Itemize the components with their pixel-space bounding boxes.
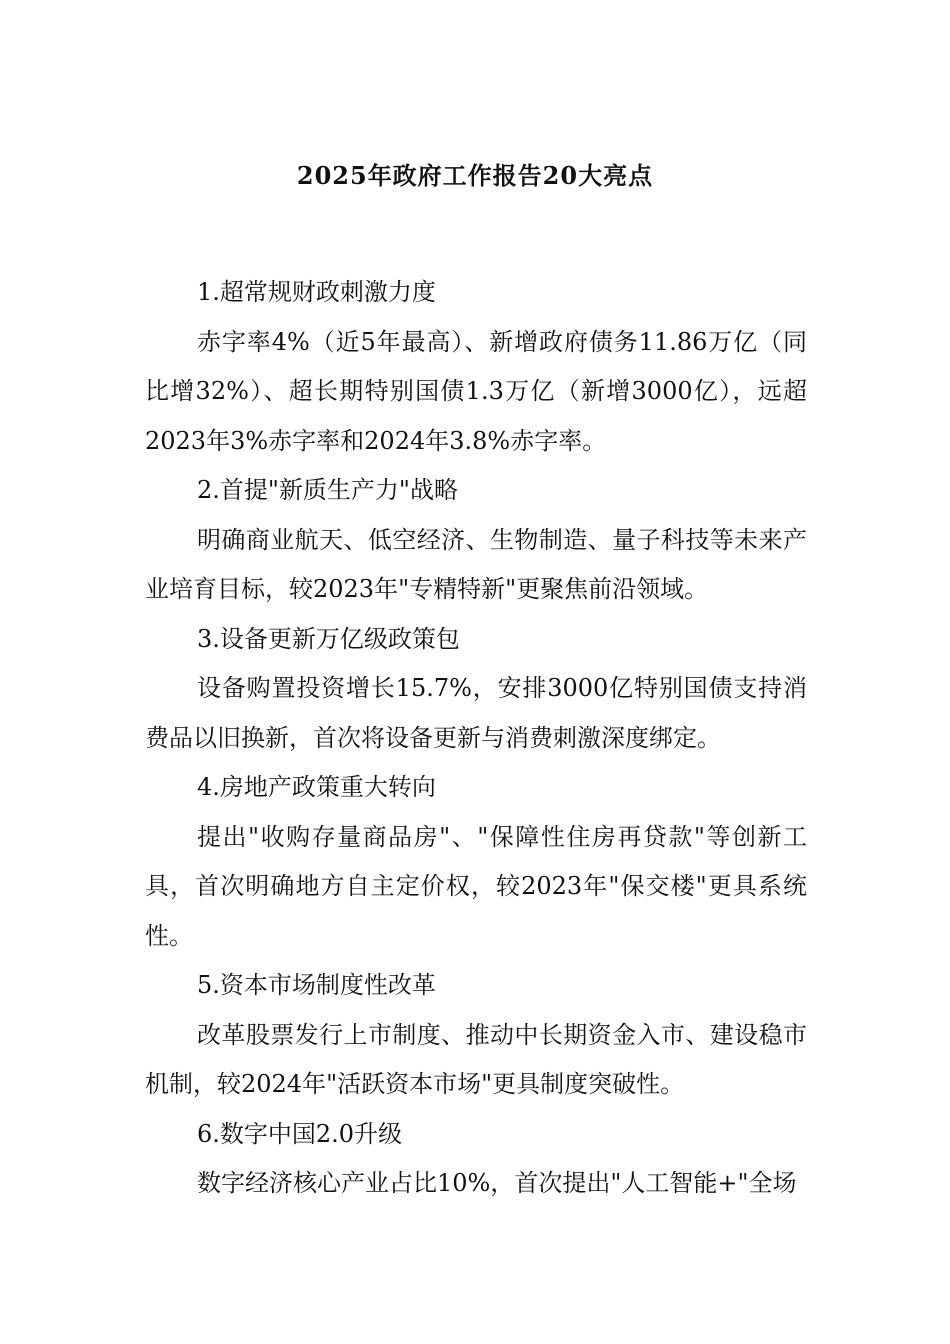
- section-paragraph: 提出"收购存量商品房"、"保障性住房再贷款"等创新工具，首次明确地方自主定价权，较2023年"保交楼"更具系统性。: [145, 822, 807, 950]
- section-heading: 5.资本市场制度性改革: [197, 971, 436, 999]
- section-paragraph: 改革股票发行上市制度、推动中长期资金入市、建设稳市机制，较2024年"活跃资本市场"更具制度突破性。: [145, 1020, 807, 1098]
- section-heading: 1.超常规财政刺激力度: [197, 278, 436, 306]
- section-heading: 4.房地产政策重大转向: [197, 773, 436, 801]
- section-heading: 6.数字中国2.0升级: [197, 1119, 403, 1148]
- section-paragraph: 数字经济核心产业占比10%，首次提出"人工智能+"全场: [197, 1169, 797, 1197]
- section-paragraph: 明确商业航天、低空经济、生物制造、量子科技等未来产业培育目标，较2023年"专精特新"更聚焦前沿领域。: [145, 525, 807, 603]
- section-paragraph: 赤字率4%（近5年最高）、新增政府债务11.86万亿（同比增32%）、超长期特别国债1.3万亿（新增3000亿），远超2023年3%赤字率和2024年3.8%赤字率。: [145, 327, 807, 455]
- document-body: [145, 268, 807, 1209]
- section-paragraph: 设备购置投资增长15.7%，安排3000亿特别国债支持消费品以旧换新，首次将设备更新与消费刺激深度绑定。: [145, 674, 807, 752]
- section-heading: 3.设备更新万亿级政策包: [197, 624, 460, 653]
- page-title: 2025年政府工作报告20大亮点: [296, 161, 654, 190]
- section-heading: 2.首提"新质生产力"战略: [197, 476, 458, 504]
